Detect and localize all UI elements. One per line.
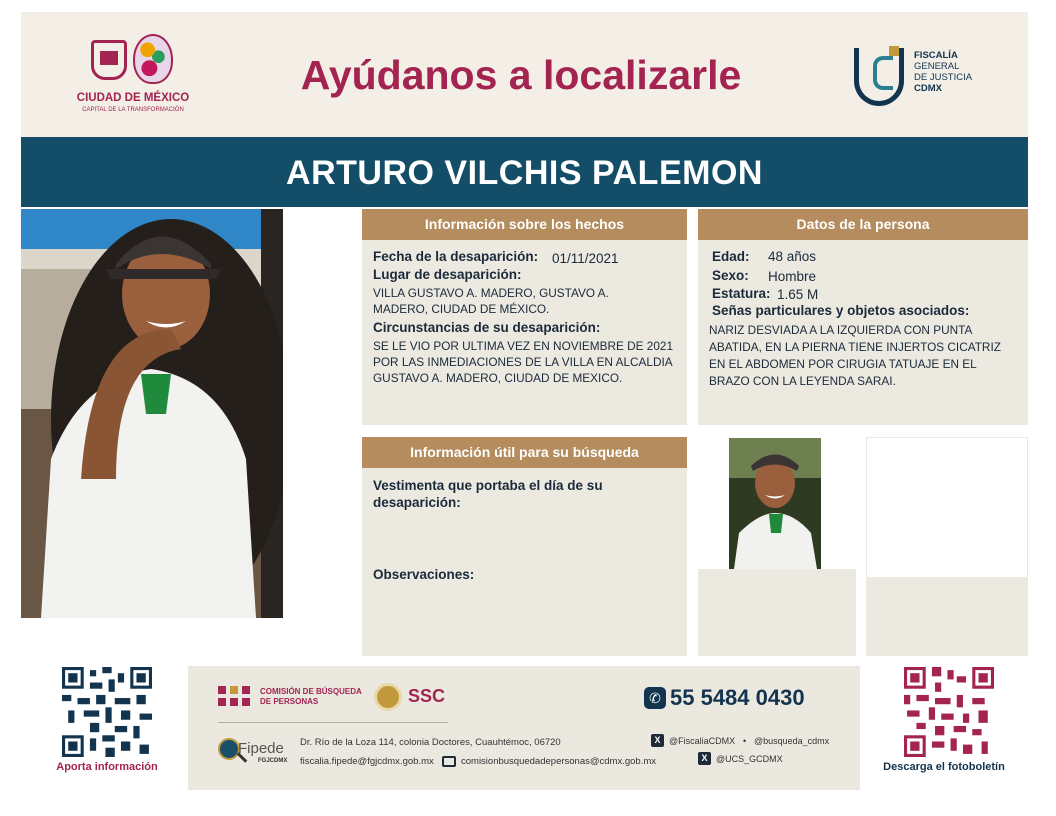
circunstancias-line3: GUSTAVO A. MADERO, CIUDAD DE MEXICO. (373, 371, 623, 385)
comision-line1: COMISIÓN DE BÚSQUEDA (260, 687, 362, 696)
secondary-photo-illustration (729, 438, 821, 569)
social-separator: • (743, 736, 747, 746)
social-busqueda[interactable]: @busqueda_cdmx (754, 736, 830, 746)
senas-line4: BRAZO CON LA LEYENDA SARAI. (709, 374, 896, 388)
photo-slot-3 (866, 437, 1028, 656)
secondary-photo (729, 438, 821, 569)
person-name: ARTURO VILCHIS PALEMON (286, 154, 763, 192)
observaciones-label: Observaciones: (373, 567, 475, 582)
cdmx-flower-icon (133, 34, 173, 84)
util-header: Información útil para su búsqueda (362, 437, 687, 468)
qr-code-aporta[interactable] (62, 667, 152, 757)
fecha-value: 01/11/2021 (552, 251, 619, 266)
cdmx-subtitle: CAPITAL DE LA TRANSFORMACIÓN (82, 107, 184, 113)
fgj-line2: GENERAL (914, 61, 960, 72)
fipede-sublabel: FGJCDMX (258, 758, 288, 764)
ssc-badge-icon (374, 683, 402, 711)
mail-icon (442, 756, 456, 767)
edad-value: 48 años (768, 249, 817, 264)
sexo-value: Hombre (768, 269, 817, 284)
x-social-icon-2: X (698, 752, 711, 765)
person-photo (21, 209, 283, 618)
vestimenta-label-line1: Vestimenta que portaba el día de su (373, 478, 603, 493)
cdmx-logo (73, 34, 193, 134)
datos-panel (698, 209, 1028, 425)
hechos-panel (362, 209, 687, 425)
footer-divider (218, 722, 448, 723)
fgj-logo (854, 46, 994, 110)
fgj-mark-icon (854, 48, 904, 106)
cdmx-name: CIUDAD DE MÉXICO (76, 92, 190, 104)
estatura-label: Estatura: (712, 286, 771, 301)
hechos-header: Información sobre los hechos (362, 209, 687, 240)
qr-aporta-caption: Aporta información (56, 761, 158, 773)
fgj-line3: DE JUSTICIA (914, 72, 973, 83)
qr-descarga-icon (904, 667, 994, 757)
senas-label: Señas particulares y objetos asociados: (712, 303, 970, 318)
circunstancias-line2: POR LAS INMEDIACIONES DE LA VILLA EN ALCALDIA (373, 355, 673, 369)
email-comision[interactable]: comisionbusquedadepersonas@cdmx.gob.mx (461, 756, 657, 767)
header-banner (21, 12, 1028, 138)
page-title: Ayúdanos a localizarle (300, 52, 742, 98)
fgj-line4: CDMX (914, 83, 942, 94)
phone-number[interactable]: 55 5484 0430 (670, 685, 805, 710)
x-social-icon: X (651, 734, 664, 747)
name-bar (21, 137, 1028, 207)
fipede-globe-icon (218, 738, 240, 760)
fipede-label: Fipede (238, 740, 284, 757)
fgj-line1: FISCALÍA (914, 50, 958, 61)
datos-header: Datos de la persona (698, 209, 1028, 240)
lugar-line1: VILLA GUSTAVO A. MADERO, GUSTAVO A. (373, 286, 609, 300)
footer-contact (188, 666, 860, 790)
senas-line2: ABATIDA, EN LA PIERNA TIENE INJERTOS CICATRIZ (709, 340, 1001, 354)
comision-icon (218, 686, 250, 708)
senas-line3: EN EL ABDOMEN POR CIRUGIA TATUAJE EN EL (709, 357, 977, 371)
phone-icon: ✆ (644, 687, 666, 709)
ssc-label: SSC (408, 686, 446, 706)
senas-line1: NARIZ DESVIADA A LA IZQUIERDA CON PUNTA (709, 323, 973, 337)
circunstancias-label: Circunstancias de su desaparición: (373, 320, 601, 335)
photo-slot-3-top (867, 438, 1027, 577)
address: Dr. Río de la Loza 114, colonia Doctores, Cuauhtémoc, 06720 (300, 737, 561, 748)
lugar-label: Lugar de desaparición: (373, 267, 522, 282)
qr-code-descarga[interactable] (904, 667, 994, 757)
fgj-text (914, 50, 972, 94)
edad-label: Edad: (712, 249, 750, 264)
lugar-line2: MADERO, CIUDAD DE MÉXICO. (373, 302, 550, 316)
email-fipede[interactable]: fiscalia.fipede@fgjcdmx.gob.mx (300, 756, 434, 767)
cdmx-shield-icon (91, 40, 127, 80)
circunstancias-line1: SE LE VIO POR ULTIMA VEZ EN NOVIEMBRE DE 2021 (373, 339, 674, 353)
comision-line2: DE PERSONAS (260, 697, 319, 706)
qr-aporta-icon (62, 667, 152, 757)
vestimenta-label-line2: desaparición: (373, 495, 461, 510)
util-panel (362, 437, 687, 656)
qr-descarga-caption: Descarga el fotoboletín (883, 761, 1005, 773)
sexo-label: Sexo: (712, 268, 749, 283)
estatura-value: 1.65 M (777, 287, 819, 302)
social-ucs[interactable]: @UCS_GCDMX (716, 754, 783, 764)
photo-slot-2 (698, 437, 856, 656)
fecha-label: Fecha de la desaparición: (373, 249, 539, 264)
person-photo-illustration (21, 209, 283, 618)
social-fiscalia[interactable]: @FiscaliaCDMX (669, 736, 736, 746)
